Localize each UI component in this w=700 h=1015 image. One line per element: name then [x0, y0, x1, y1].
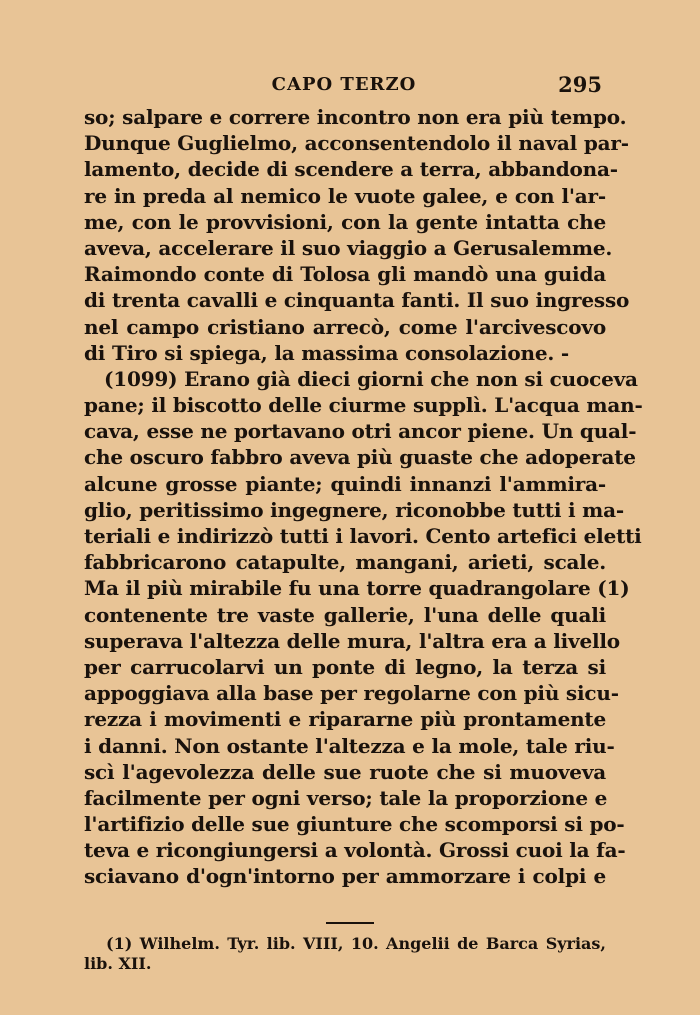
text-line: contenente tre vaste gallerie, l'una delle quali — [84, 602, 606, 627]
footnote-line: (1) Wilhelm. Tyr. lib. VIII, 10. Angelii de Barca Syrias, — [106, 934, 606, 953]
text-line: alcune grosse piante; quindi innanzi l'ammira- — [84, 471, 606, 496]
text-line: di Tiro si spiega, la massima consolazione. - — [84, 340, 569, 365]
running-head — [84, 74, 604, 104]
footnote-rule — [326, 922, 374, 924]
text-line: glio, peritissimo ingegnere, riconobbe tutti i ma- — [84, 497, 624, 522]
text-line: Dunque Guglielmo, acconsentendolo il naval par- — [84, 131, 629, 156]
text-line: di trenta cavalli e cinquanta fanti. Il suo ingresso — [84, 288, 630, 313]
body-text — [84, 104, 643, 890]
text-line: Raimondo conte di Tolosa gli mandò una guida — [84, 262, 606, 287]
text-line: so; salpare e correre incontro non era più tempo. — [84, 105, 627, 129]
text-line: superava l'altezza delle mura, l'altra era a livello — [84, 628, 620, 653]
text-line: i danni. Non ostante l'altezza e la mole, tale riu- — [84, 733, 615, 758]
text-line: lamento, decide di scendere a terra, abbandona- — [84, 157, 618, 182]
text-line: teriali e indirizzò tutti i lavori. Cento artefici eletti — [84, 524, 642, 548]
text-line: appoggiava alla base per regolarne con più sicu- — [84, 681, 619, 706]
text-line: Ma il più mirabile fu una torre quadrangolare (1) — [84, 576, 630, 601]
text-line: teva e ricongiungersi a volontà. Grossi cuoi la fa- — [84, 838, 626, 863]
footnote-line: lib. XII. — [84, 954, 152, 973]
text-line: per carrucolarvi un ponte di legno, la terza si — [84, 654, 606, 679]
text-line: scì l'agevolezza delle sue ruote che si muoveva — [84, 759, 606, 784]
text-line: sciavano d'ogn'intorno per ammorzare i colpi e — [84, 864, 606, 889]
chapter-title: CAPO TERZO — [271, 74, 417, 95]
text-line: rezza i movimenti e ripararne più prontamente — [84, 707, 606, 732]
text-line: cava, esse ne portavano otri ancor piene. Un qual- — [84, 419, 637, 444]
text-line: che oscuro fabbro aveva più guaste che adoperate — [84, 445, 636, 470]
text-line: re in preda al nemico le vuote galee, e con l'ar- — [84, 183, 606, 208]
text-line: facilmente per ogni verso; tale la proporzione e — [84, 785, 608, 810]
page-number: 295 — [558, 72, 602, 97]
footnote — [84, 934, 606, 974]
text-line: aveva, accelerare il suo viaggio a Gerusalemme. — [84, 235, 613, 260]
text-line: nel campo cristiano arrecò, come l'arcivescovo — [84, 314, 606, 339]
text-line: pane; il biscotto delle ciurme supplì. L'acqua man- — [84, 393, 643, 418]
text-line: l'artifizio delle sue giunture che scomporsi si po- — [84, 812, 625, 837]
text-line: fabbricarono catapulte, mangani, arieti, scale. — [84, 550, 606, 575]
text-line: (1099) Erano già dieci giorni che non si cuoceva — [104, 366, 638, 391]
text-line: me, con le provvisioni, con la gente intatta che — [84, 209, 606, 234]
